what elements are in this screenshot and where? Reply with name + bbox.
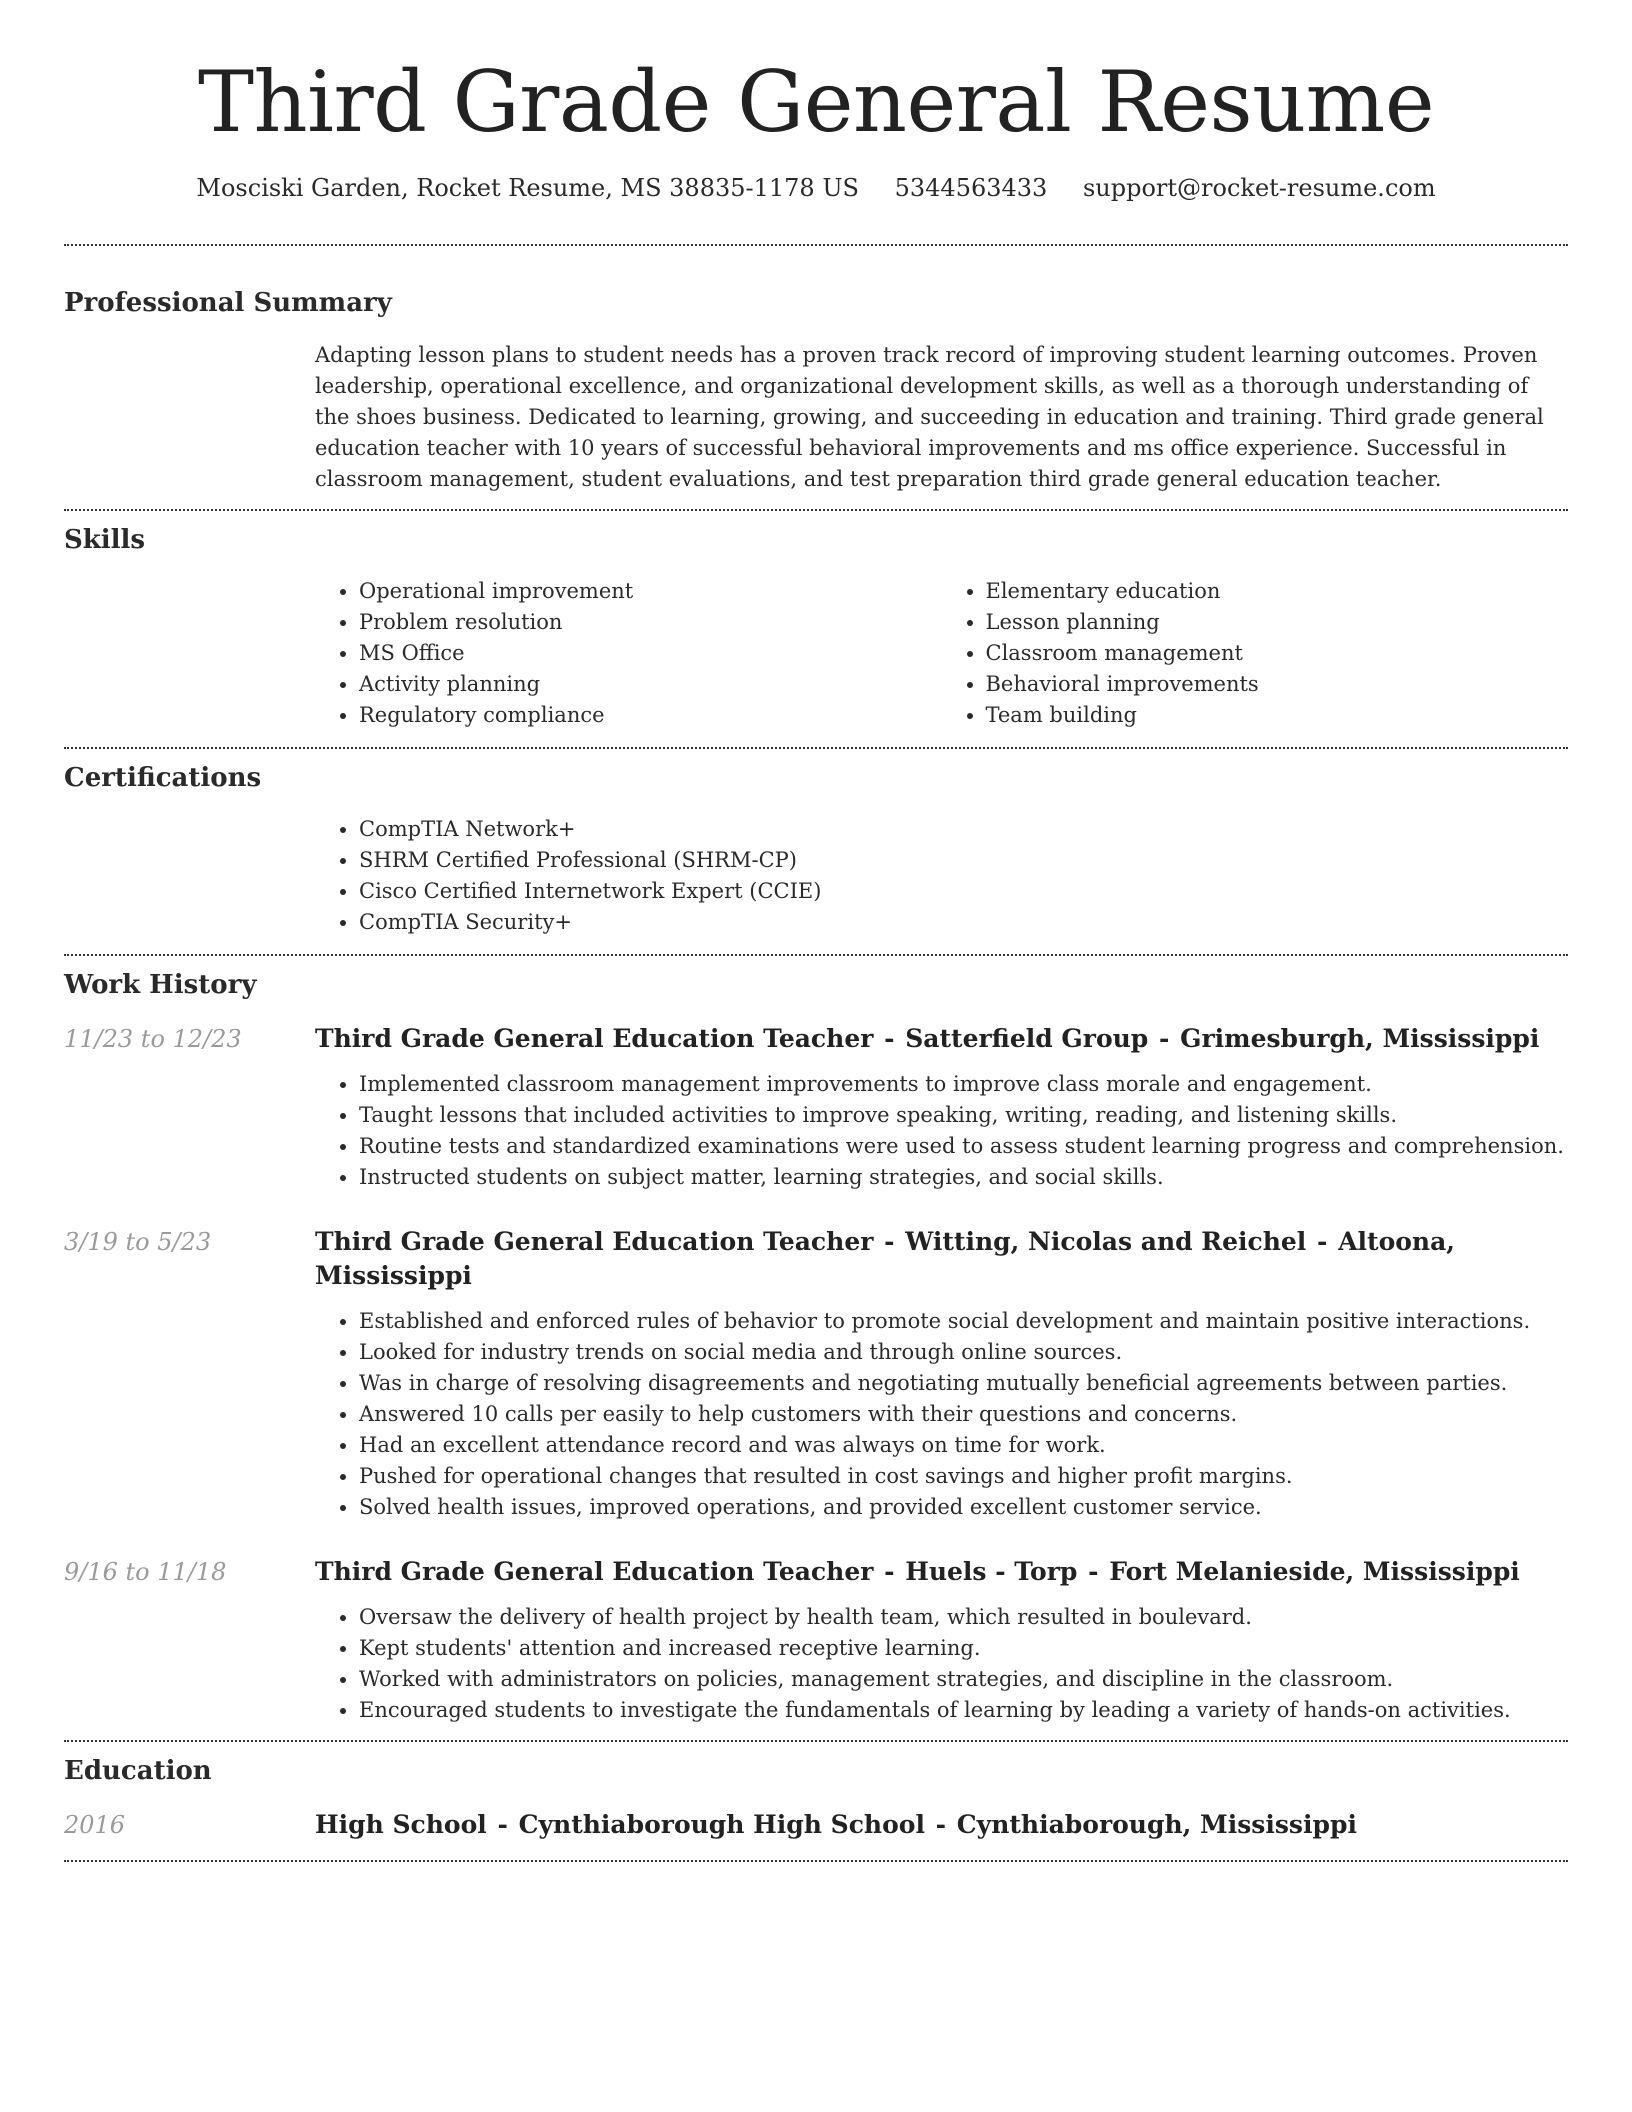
job-title: Third Grade General Education Teacher	[315, 1557, 874, 1586]
contact-line	[64, 172, 1568, 204]
skill-item: • Classroom management	[986, 638, 1569, 669]
contact-email: support@rocket-resume.com	[1082, 174, 1436, 202]
divider	[64, 244, 1568, 246]
job-heading: Third Grade General Education Teacher - Witting, Nicolas and Reichel - Altoona, Mississippi	[315, 1227, 1455, 1290]
job-body	[315, 1225, 1568, 1523]
divider	[64, 1740, 1568, 1742]
divider	[64, 954, 1568, 956]
skill-item: • Behavioral improvements	[986, 669, 1569, 700]
job-company: Witting, Nicolas and Reichel	[905, 1227, 1307, 1256]
certification-item: • CompTIA Security+	[359, 907, 1568, 938]
certification-item: • CompTIA Network+	[359, 814, 1568, 845]
certification-item: • SHRM Certified Professional (SHRM-CP)	[359, 845, 1568, 876]
resume-page	[64, 0, 1568, 1862]
job-heading: Third Grade General Education Teacher - Huels - Torp - Fort Melanieside, Mississippi	[315, 1557, 1520, 1586]
job-title: Third Grade General Education Teacher	[315, 1227, 874, 1256]
job-bullet: • Pushed for operational changes that resulted in cost savings and higher profit margins.	[359, 1461, 1568, 1492]
job-bullet: • Established and enforced rules of behavior to promote social development and maintain positive interactions.	[359, 1306, 1568, 1337]
job-bullet: • Oversaw the delivery of health project by health team, which resulted in boulevard.	[359, 1602, 1568, 1633]
certifications-heading: Certifications	[64, 763, 262, 793]
summary-heading: Professional Summary	[64, 288, 392, 318]
education-year: 2016	[64, 1811, 126, 1839]
job-heading: Third Grade General Education Teacher - Satterfield Group - Grimesburgh, Mississippi	[315, 1024, 1540, 1053]
skill-item: • MS Office	[359, 638, 942, 669]
job-location: Fort Melanieside, Mississippi	[1109, 1557, 1520, 1586]
skills-column-right	[942, 576, 1569, 731]
skills-section	[64, 523, 1568, 731]
work-history-heading: Work History	[64, 970, 257, 1000]
job-title: Third Grade General Education Teacher	[315, 1024, 874, 1053]
job-entry	[64, 1225, 1568, 1523]
job-entry	[64, 1022, 1568, 1193]
resume-title: Third Grade General Resume	[197, 53, 1435, 151]
certifications-section	[64, 761, 1568, 938]
education-location: Cynthiaborough, Mississippi	[956, 1810, 1357, 1839]
certification-item: • Cisco Certified Internetwork Expert (CCIE)	[359, 876, 1568, 907]
job-location: Grimesburgh, Mississippi	[1180, 1024, 1540, 1053]
skills-heading: Skills	[64, 525, 146, 555]
job-body	[315, 1022, 1568, 1193]
job-entry	[64, 1555, 1568, 1726]
skill-item: • Team building	[986, 700, 1569, 731]
job-bullet: • Looked for industry trends on social media and through online sources.	[359, 1337, 1568, 1368]
summary-section	[64, 286, 1568, 495]
certifications-list	[315, 814, 1568, 938]
skills-list	[315, 576, 1568, 731]
skill-item: • Lesson planning	[986, 607, 1569, 638]
divider	[64, 1860, 1568, 1862]
job-bullet: • Worked with administrators on policies, management strategies, and discipline in the classroom.	[359, 1664, 1568, 1695]
summary-body	[315, 340, 1568, 495]
job-bullets	[315, 1602, 1568, 1726]
job-bullet: • Implemented classroom management improvements to improve class morale and engagement.	[359, 1069, 1568, 1100]
job-bullets	[315, 1306, 1568, 1523]
skill-item: • Problem resolution	[359, 607, 942, 638]
skill-item: • Regulatory compliance	[359, 700, 942, 731]
job-company: Huels - Torp	[905, 1557, 1078, 1586]
education-school: Cynthiaborough High School	[518, 1810, 925, 1839]
job-bullet: • Had an excellent attendance record and was always on time for work.	[359, 1430, 1568, 1461]
education-heading: Education	[64, 1756, 212, 1786]
job-location: Altoona, Mississippi	[315, 1227, 1455, 1290]
job-dates: 11/23 to 12/23	[64, 1025, 242, 1053]
summary-text: Adapting lesson plans to student needs has a proven track record of improving student learning outcomes. Proven leadership, operational excellence, and organizational development skills, as well as a thorough understanding of the shoes business. Dedicated to learning, growing, and succeeding in education and training. Third grade general education teacher with 10 years of successful behavioral improvements and ms office experience. Successful in classroom management, student evaluations, and test preparation third grade general education teacher.	[315, 343, 1544, 491]
divider	[64, 747, 1568, 749]
work-history-section	[64, 968, 1568, 1726]
education-entry	[64, 1808, 1568, 1842]
education-section	[64, 1754, 1568, 1842]
job-company: Satterfield Group	[905, 1024, 1149, 1053]
job-bullet: • Solved health issues, improved operations, and provided excellent customer service.	[359, 1492, 1568, 1523]
education-degree: High School	[315, 1810, 487, 1839]
job-dates: 9/16 to 11/18	[64, 1558, 227, 1586]
divider	[64, 509, 1568, 511]
contact-phone: 5344563433	[894, 174, 1048, 202]
job-bullet: • Encouraged students to investigate the fundamentals of learning by leading a variety of hands-on activities.	[359, 1695, 1568, 1726]
job-bullet: • Answered 10 calls per easily to help customers with their questions and concerns.	[359, 1399, 1568, 1430]
contact-address: Mosciski Garden, Rocket Resume, MS 38835-1178 US	[196, 174, 859, 202]
skill-item: • Elementary education	[986, 576, 1569, 607]
job-bullet: • Routine tests and standardized examinations were used to assess student learning progress and comprehension.	[359, 1131, 1568, 1162]
job-body	[315, 1555, 1568, 1726]
job-bullet: • Instructed students on subject matter, learning strategies, and social skills.	[359, 1162, 1568, 1193]
job-bullet: • Taught lessons that included activities to improve speaking, writing, reading, and listening skills.	[359, 1100, 1568, 1131]
job-dates: 3/19 to 5/23	[64, 1228, 212, 1256]
skill-item: • Activity planning	[359, 669, 942, 700]
education-body	[315, 1808, 1568, 1842]
skill-item: • Operational improvement	[359, 576, 942, 607]
job-bullet: • Was in charge of resolving disagreements and negotiating mutually beneficial agreements between parties.	[359, 1368, 1568, 1399]
education-heading-line: High School - Cynthiaborough High School - Cynthiaborough, Mississippi	[315, 1810, 1357, 1839]
skills-column-left	[315, 576, 942, 731]
job-bullets	[315, 1069, 1568, 1193]
job-bullet: • Kept students' attention and increased receptive learning.	[359, 1633, 1568, 1664]
